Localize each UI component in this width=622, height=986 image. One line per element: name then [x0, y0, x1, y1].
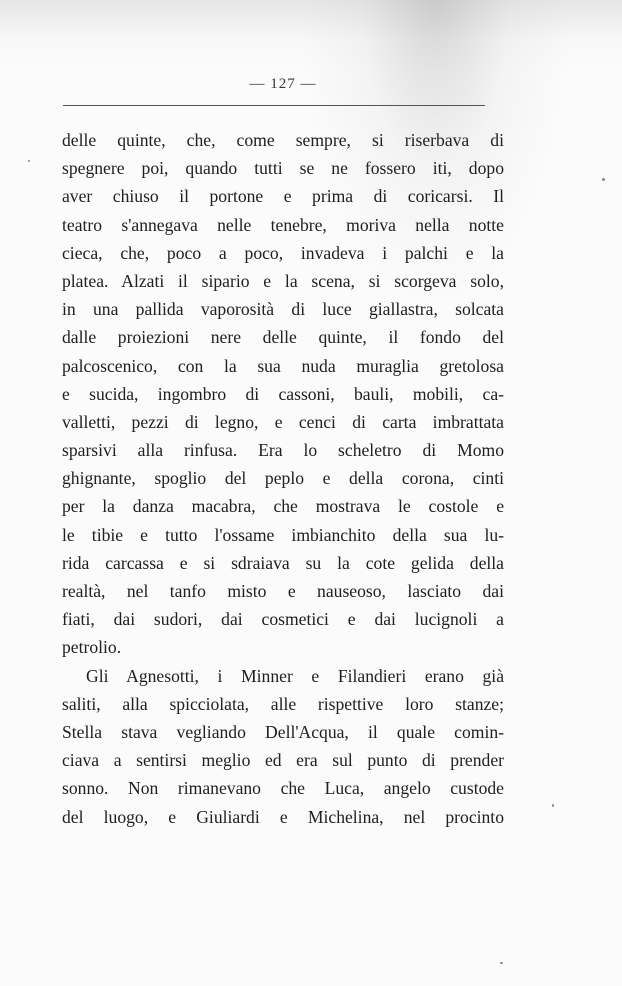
text-line: ghignante, spoglio del peplo e della corona, cinti: [62, 468, 504, 489]
text-line: sonno. Non rimanevano che Luca, angelo custode: [62, 778, 504, 799]
page-number: — 127 —: [249, 76, 317, 92]
paper-speck: [602, 178, 605, 181]
text-line: dalle proiezioni nere delle quinte, il fondo del: [62, 327, 504, 348]
text-line: per la danza macabra, che mostrava le costole e: [62, 496, 504, 517]
body-text: [62, 126, 504, 831]
text-line: petrolio.: [62, 637, 122, 658]
text-line: valletti, pezzi di legno, e cenci di carta imbrattata: [62, 411, 504, 432]
text-line: teatro s'annegava nelle tenebre, moriva nella notte: [62, 214, 504, 235]
paragraph-1: [62, 126, 504, 662]
text-line: saliti, alla spicciolata, alle rispettive loro stanze;: [62, 693, 504, 714]
text-line: aver chiuso il portone e prima di coricarsi. Il: [62, 186, 504, 207]
paper-speck: [552, 804, 554, 807]
text-line: le tibie e tutto l'ossame imbianchito della sua lu-: [62, 524, 504, 545]
paper-speck: [500, 962, 503, 964]
text-line: Gli Agnesotti, i Minner e Filandieri erano già: [86, 665, 504, 686]
text-line: Stella stava vegliando Dell'Acqua, il quale comin-: [62, 721, 504, 742]
header-rule: [63, 105, 485, 106]
text-line: ciava a sentirsi meglio ed era sul punto di prender: [62, 750, 504, 771]
text-line: platea. Alzati il sipario e la scena, si scorgeva solo,: [62, 270, 504, 291]
text-line: cieca, che, poco a poco, invadeva i palchi e la: [62, 242, 504, 263]
text-line: delle quinte, che, come sempre, si riserbava di: [62, 130, 504, 150]
text-line: del luogo, e Giuliardi e Michelina, nel procinto: [62, 806, 504, 827]
text-line: sparsivi alla rinfusa. Era lo scheletro di Momo: [62, 440, 504, 461]
paper-speck: [28, 160, 30, 162]
text-line: in una pallida vaporosità di luce giallastra, solcata: [62, 299, 504, 320]
text-line: spegnere poi, quando tutti se ne fossero iti, dopo: [62, 158, 504, 179]
text-line: realtà, nel tanfo misto e nauseoso, lasciato dai: [62, 581, 504, 601]
text-line: palcoscenico, con la sua nuda muraglia gretolosa: [62, 355, 504, 376]
paragraph-2: [62, 662, 504, 831]
text-line: e sucida, ingombro di cassoni, bauli, mobili, ca-: [62, 383, 504, 404]
text-line: rida carcassa e si sdraiava su la cote gelida della: [62, 552, 504, 573]
text-line: fiati, dai sudori, dai cosmetici e dai lucignoli a: [62, 609, 504, 630]
